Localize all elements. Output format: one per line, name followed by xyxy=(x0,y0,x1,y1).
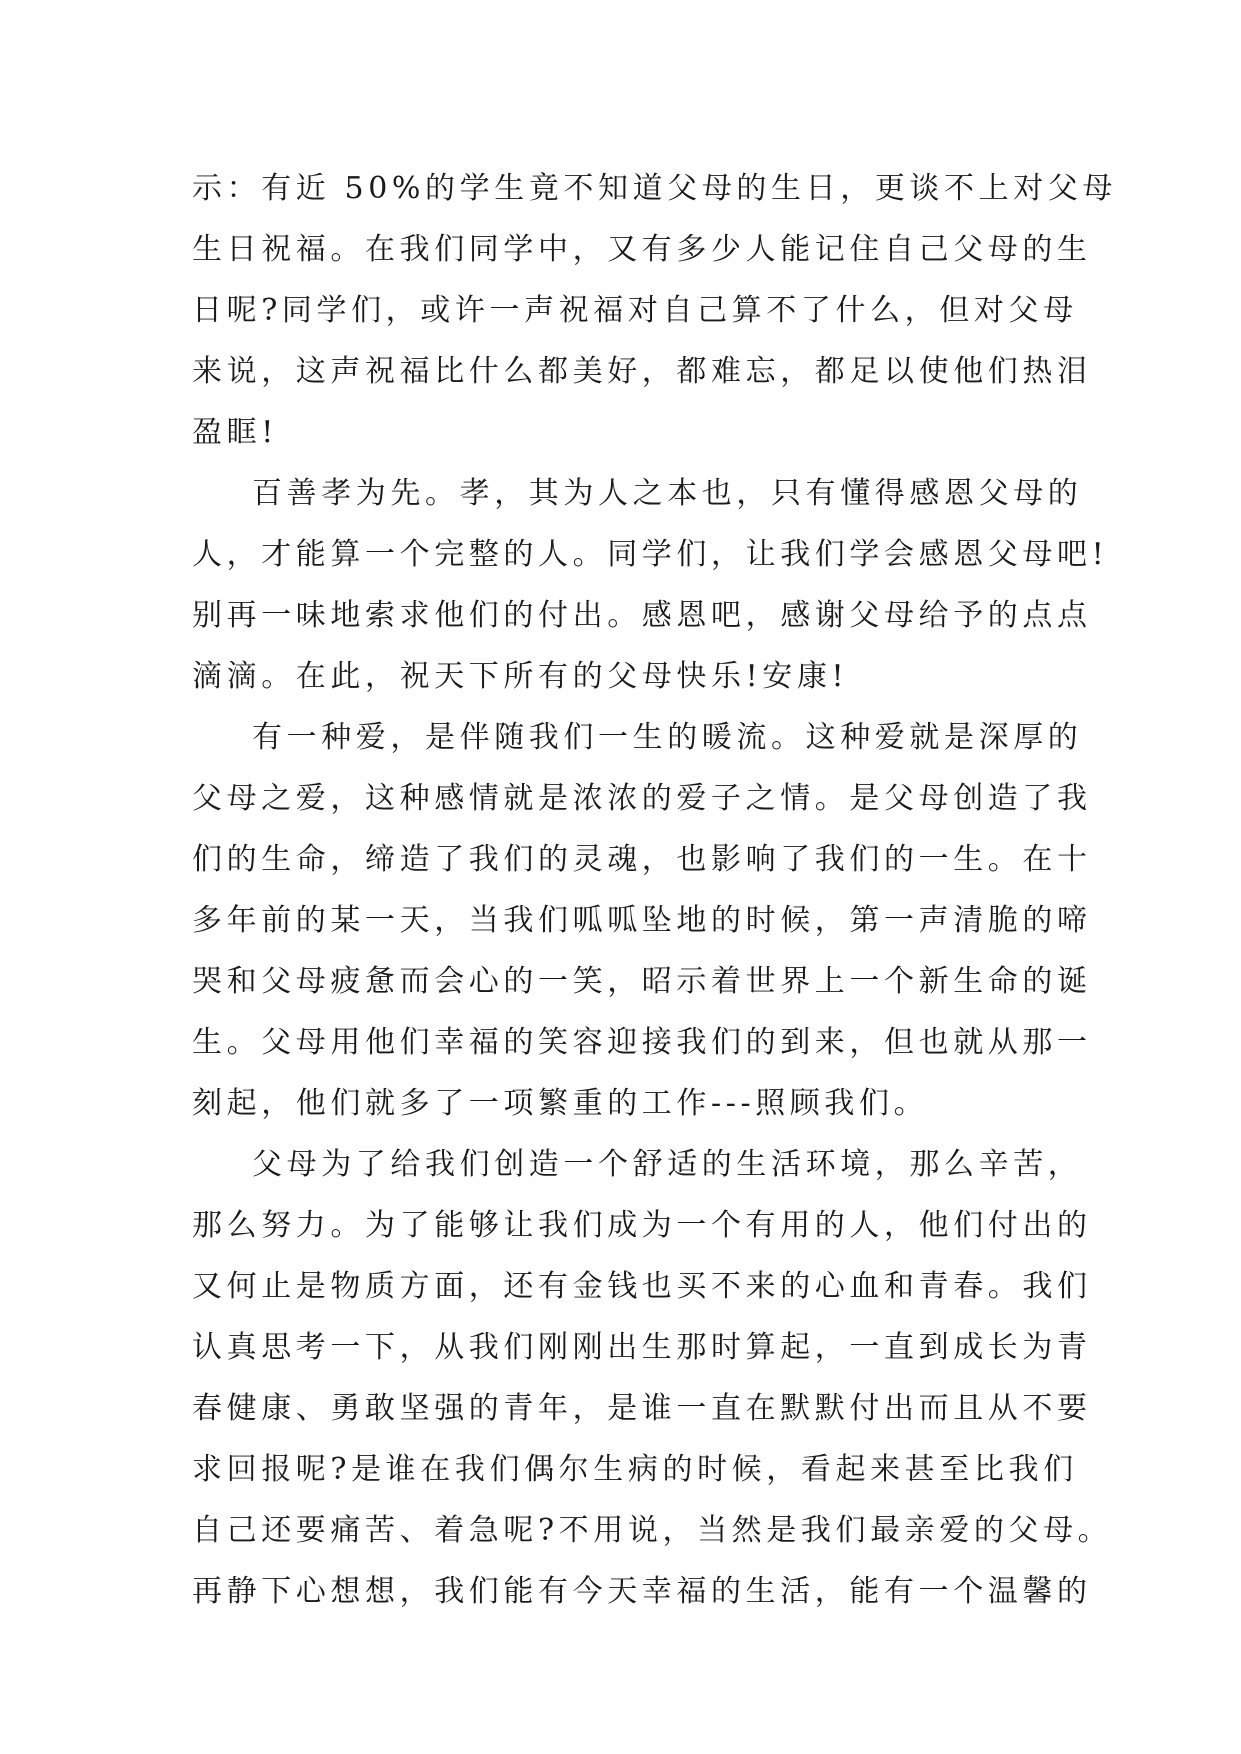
paragraph-2 xyxy=(192,463,1109,707)
text-line: 多年前的某一天，当我们呱呱坠地的时候，第一声清脆的啼 xyxy=(192,903,1092,938)
text-line: 春健康、勇敢坚强的青年，是谁一直在默默付出而且从不要 xyxy=(192,1391,1092,1426)
text-line: 有一种爱，是伴随我们一生的暖流。这种爱就是深厚的 xyxy=(252,720,1083,755)
text-line: 自己还要痛苦、着急呢?不用说，当然是我们最亲爱的父母。 xyxy=(192,1513,1113,1548)
text-line: 来说，这声祝福比什么都美好，都难忘，都足以使他们热泪 xyxy=(192,354,1092,389)
paragraph-4 xyxy=(192,1134,1113,1622)
text-line: 生日祝福。在我们同学中，又有多少人能记住自己父母的生 xyxy=(192,232,1092,267)
text-line: 别再一味地索求他们的付出。感恩吧，感谢父母给予的点点 xyxy=(192,598,1092,633)
document-page xyxy=(192,158,1118,1622)
text-line: 父母为了给我们创造一个舒适的生活环境，那么辛苦， xyxy=(252,1147,1083,1182)
text-line: 人，才能算一个完整的人。同学们，让我们学会感恩父母吧! xyxy=(192,537,1109,572)
text-line: 盈眶! xyxy=(192,415,278,450)
text-line: 滴滴。在此，祝天下所有的父母快乐!安康! xyxy=(192,659,849,694)
text-line: 生。父母用他们幸福的笑容迎接我们的到来，但也就从那一 xyxy=(192,1025,1092,1060)
text-line: 们的生命，缔造了我们的灵魂，也影响了我们的一生。在十 xyxy=(192,842,1092,877)
text-line: 百善孝为先。孝，其为人之本也，只有懂得感恩父母的 xyxy=(252,476,1083,511)
text-line: 刻起，他们就多了一项繁重的工作---照顾我们。 xyxy=(192,1086,929,1121)
text-line: 日呢?同学们，或许一声祝福对自己算不了什么，但对父母 xyxy=(192,293,1078,328)
text-line: 认真思考一下，从我们刚刚出生那时算起，一直到成长为青 xyxy=(192,1330,1092,1365)
paragraph-1 xyxy=(192,158,1118,463)
text-line: 又何止是物质方面，还有金钱也买不来的心血和青春。我们 xyxy=(192,1269,1092,1304)
text-line: 哭和父母疲惫而会心的一笑，昭示着世界上一个新生命的诞 xyxy=(192,964,1092,999)
text-line: 示：有近 50%的学生竟不知道父母的生日，更谈不上对父母 xyxy=(192,171,1118,206)
paragraph-3 xyxy=(192,707,1092,1134)
text-line: 父母之爱，这种感情就是浓浓的爱子之情。是父母创造了我 xyxy=(192,781,1092,816)
text-line: 求回报呢?是谁在我们偶尔生病的时候，看起来甚至比我们 xyxy=(192,1452,1078,1487)
text-line: 那么努力。为了能够让我们成为一个有用的人，他们付出的 xyxy=(192,1208,1092,1243)
text-line: 再静下心想想，我们能有今天幸福的生活，能有一个温馨的 xyxy=(192,1574,1092,1609)
